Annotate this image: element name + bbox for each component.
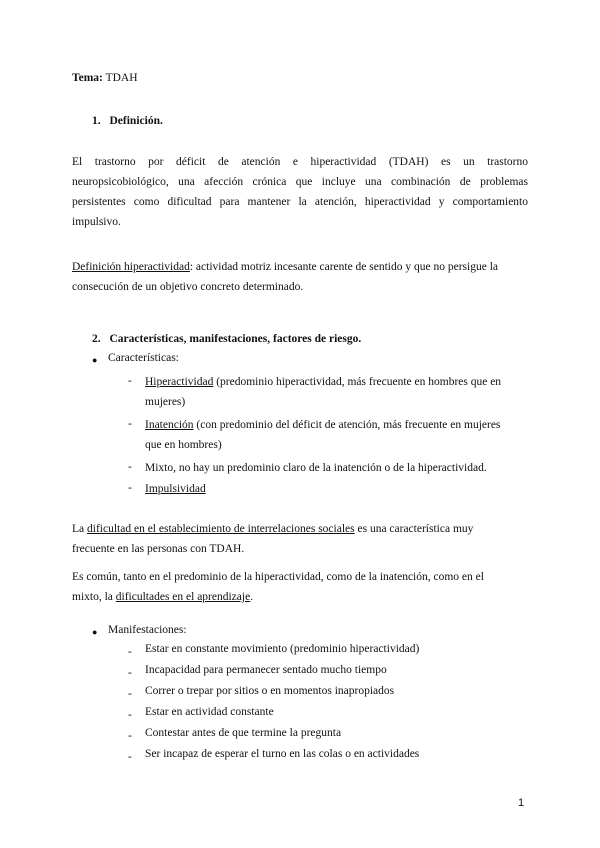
hyperactivity-term: Definición hiperactividad — [72, 261, 190, 273]
manifestation-item: Estar en constante movimiento (predominio hiperactividad) — [145, 643, 420, 655]
characteristic-text-line2: que en hombres) — [145, 439, 222, 451]
social-paragraph — [72, 519, 532, 559]
section1-number: 1. — [92, 115, 101, 127]
manifestations-label: Manifestaciones: — [108, 624, 187, 636]
hyperactivity-text-line2: consecución de un objetivo concreto determinado. — [72, 281, 304, 293]
characteristic-item — [145, 458, 530, 478]
learning-paragraph — [72, 567, 532, 607]
manifestation-item: Incapacidad para permanecer sentado mucho tiempo — [145, 664, 387, 676]
characteristics-label: Características: — [108, 352, 179, 364]
topic-label: Tema: — [72, 72, 103, 84]
hyperactivity-definition — [72, 257, 532, 297]
hyperactivity-text: : actividad motriz incesante carente de sentido y que no persigue la — [189, 261, 498, 273]
characteristic-term: Inatención — [145, 419, 194, 431]
characteristic-item — [145, 415, 530, 455]
topic-value: TDAH — [105, 72, 138, 84]
learning-term: dificultades en el aprendizaje — [115, 591, 251, 603]
dash-icon: - — [128, 730, 132, 742]
dash-icon: - — [128, 709, 132, 721]
page-number: 1 — [518, 797, 525, 809]
social-text: La — [72, 523, 88, 535]
definition-line: impulsivo. — [72, 216, 121, 228]
learning-text: Es común, tanto en el predominio de la hiperactividad, como de la inatención, como en el — [72, 571, 484, 583]
dash-icon: - — [128, 482, 132, 494]
bullet-icon: ● — [92, 355, 98, 365]
definition-line: persistentes como dificultad para mantener la atención, hiperactividad y comportamiento — [72, 196, 528, 208]
characteristic-item — [145, 372, 530, 412]
learning-text: . — [250, 591, 254, 603]
dash-icon: - — [128, 461, 132, 473]
dash-icon: - — [128, 418, 132, 430]
dash-icon: - — [128, 751, 132, 763]
dash-icon: - — [128, 646, 132, 658]
characteristic-item — [145, 479, 530, 499]
characteristic-text: (con predominio del déficit de atención, más frecuente en mujeres — [193, 419, 501, 431]
dash-icon: - — [128, 667, 132, 679]
section1-title: Definición. — [109, 115, 163, 127]
characteristic-text: Mixto, no hay un predominio claro de la inatención o de la hiperactividad. — [145, 462, 487, 474]
definition-line: neuropsicobiológico, una afección crónica que incluye una combinación de problemas — [72, 176, 528, 188]
manifestation-item: Contestar antes de que termine la pregunta — [145, 727, 342, 739]
section2-number: 2. — [92, 333, 101, 345]
section1-heading — [92, 115, 163, 127]
topic-line — [72, 72, 138, 84]
characteristic-term: Impulsividad — [145, 483, 206, 495]
characteristic-text-line2: mujeres) — [145, 396, 186, 408]
section2-heading — [92, 333, 361, 345]
dash-icon: - — [128, 375, 132, 387]
manifestation-item: Ser incapaz de esperar el turno en las colas o en actividades — [145, 748, 420, 760]
characteristic-text: (predominio hiperactividad, más frecuente en hombres que en — [213, 376, 502, 388]
section2-title: Características, manifestaciones, factores de riesgo. — [109, 333, 362, 345]
definition-line: El trastorno por déficit de atención e hiperactividad (TDAH) es un trastorno — [72, 156, 528, 168]
bullet-icon: ● — [92, 627, 98, 637]
social-text-line2: frecuente en las personas con TDAH. — [72, 543, 245, 555]
social-text: es una característica muy — [354, 523, 474, 535]
dash-icon: - — [128, 688, 132, 700]
learning-text: mixto, la — [72, 591, 116, 603]
characteristic-term: Hiperactividad — [145, 376, 214, 388]
manifestation-item: Estar en actividad constante — [145, 706, 274, 718]
definition-paragraph — [72, 152, 528, 232]
manifestation-item: Correr o trepar por sitios o en momentos inapropiados — [145, 685, 395, 697]
social-term: dificultad en el establecimiento de interrelaciones sociales — [87, 523, 355, 535]
